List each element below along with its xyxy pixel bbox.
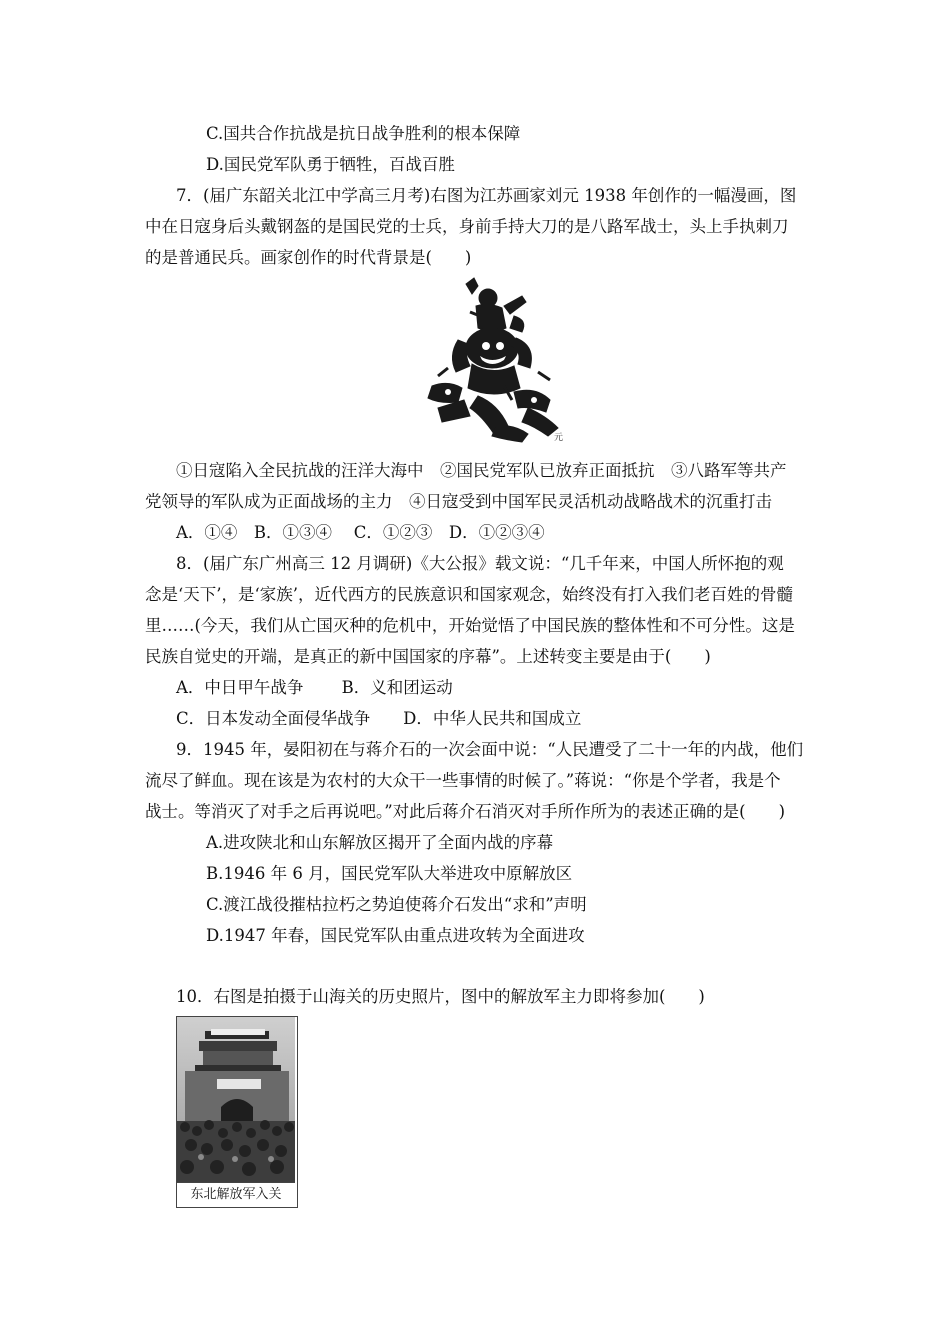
q9-stem-line-2: 流尽了鲜血。现在该是为农村的大众干一些事情的时候了。”蒋说：“你是个学者，我是个 [145,771,781,790]
q8-stem-line-1: 8．(届广东广州高三 12 月调研)《大公报》载文说：“几千年来，中国人所怀抱的观 [176,554,784,573]
q10-historical-photo [176,1016,298,1208]
q8-stem-line-2: 念是‘天下’，是‘家族’，近代西方的民族意识和国家观念，始终没有打入我们老百姓的骨髓 [145,585,793,604]
q9-option-a: A.进攻陕北和山东解放区揭开了全面内战的序幕 [206,833,554,852]
q7-options: A．①④ B．①③④ C．①②③ D．①②③④ [176,523,545,542]
q8-stem-line-4: 民族自觉史的开端，是真正的新中国国家的序幕”。上述转变主要是由于( ) [145,647,711,666]
q9-option-b: B.1946 年 6 月，国民党军队大举进攻中原解放区 [206,864,573,883]
q7-stem-line-3: 的是普通民兵。画家创作的时代背景是( ) [145,248,472,267]
q7-items-line-2: 党领导的军队成为正面战场的主力 ④日寇受到中国军民灵活机动战略战术的沉重打击 [145,492,772,511]
q7-cartoon-image [418,276,570,446]
q7-items-line-1: ①日寇陷入全民抗战的汪洋大海中 ②国民党军队已放弃正面抵抗 ③八路军等共产 [176,461,787,480]
q8-stem-line-3: 里……(今天，我们从亡国灭种的危机中，开始觉悟了中国民族的整体性和不可分性。这是 [145,616,795,635]
q9-stem-line-1: 9．1945 年，晏阳初在与蒋介石的一次会面中说：“人民遭受了二十一年的内战，他们 [176,740,804,759]
q9-stem-line-3: 战士。等消灭了对手之后再说吧。”对此后蒋介石消灭对手所作所为的表述正确的是( ) [145,802,786,821]
q6-option-c: C.国共合作抗战是抗日战争胜利的根本保障 [206,124,521,143]
q7-stem-line-2: 中在日寇身后头戴钢盔的是国民党的士兵，身前手持大刀的是八路军战士，头上手执刺刀 [145,217,789,236]
q10-stem: 10．右图是拍摄于山海关的历史照片，图中的解放军主力即将参加( ) [176,987,705,1006]
q7-stem-line-1: 7．(届广东韶关北江中学高三月考)右图为江苏画家刘元 1938 年创作的一幅漫画，图 [176,186,797,205]
svg-text:元: 元 [554,433,564,443]
q9-option-c: C.渡江战役摧枯拉朽之势迫使蒋介石发出“求和”声明 [206,895,587,914]
q9-option-d: D.1947 年春，国民党军队由重点进攻转为全面进攻 [206,926,585,945]
q10-photo-caption: 东北解放军入关 [177,1182,295,1207]
q6-option-d: D.国民党军队勇于牺牲，百战百胜 [206,155,455,174]
q8-options-line-1: A．中日甲午战争 B．义和团运动 [176,678,453,697]
q8-options-line-2: C．日本发动全面侵华战争 D．中华人民共和国成立 [176,709,582,728]
